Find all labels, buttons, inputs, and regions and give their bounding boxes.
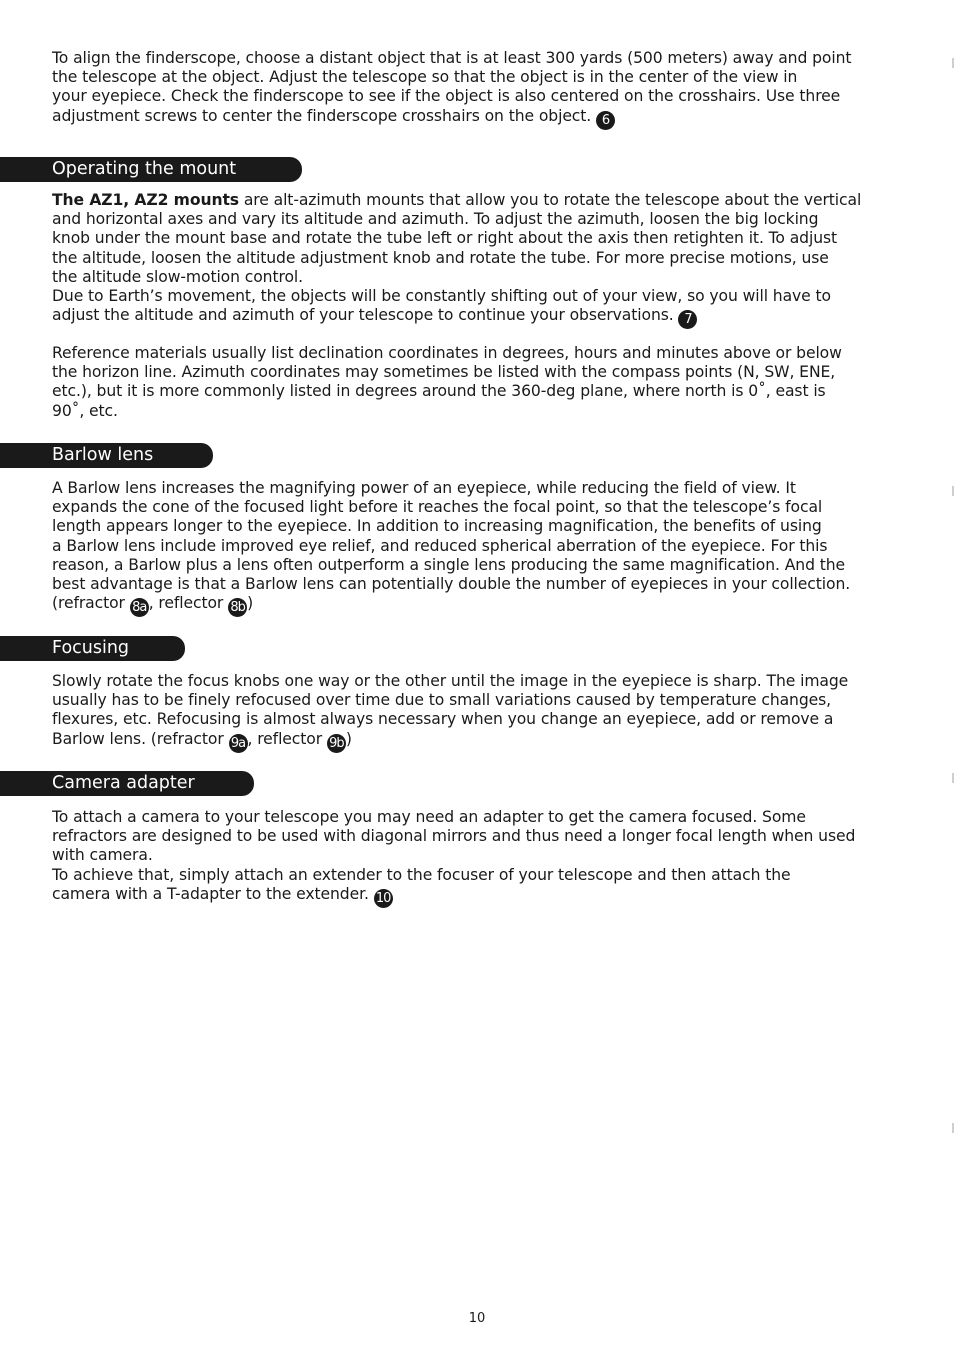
figure-ref-badge: 9b bbox=[327, 734, 346, 753]
figure-ref-badge: 8a bbox=[130, 598, 149, 617]
mount-paragraph bbox=[52, 191, 912, 329]
focusing-line-2: usually has to be finely refocused over time due to small variations caused by temperature changes, bbox=[52, 691, 832, 710]
barlow-line-3: length appears longer to the eyepiece. In addition to increasing magnification, the benefits of using bbox=[52, 517, 822, 536]
camera-line-4: To achieve that, simply attach an extender to the focuser of your telescope and then attach the bbox=[52, 865, 791, 884]
reference-line-4: 90˚, etc. bbox=[52, 401, 118, 420]
mount-line-5: the altitude slow-motion control. bbox=[52, 267, 303, 286]
mount-line-7-text: adjust the altitude and azimuth of your telescope to continue your observations. bbox=[52, 306, 674, 325]
focusing-line-1: Slowly rotate the focus knobs one way or the other until the image in the eyepiece is sharp. The image bbox=[52, 672, 849, 690]
intro-line-3: your eyepiece. Check the finderscope to see if the object is also centered on the crosshairs. Use three bbox=[52, 87, 841, 106]
focusing-paragraph bbox=[52, 672, 912, 753]
reference-line-3: etc.), but it is more commonly listed in degrees around the 360-deg plane, where north is 0˚, east is bbox=[52, 382, 826, 401]
barlow-line-1: A Barlow lens increases the magnifying power of an eyepiece, while reducing the field of view. It bbox=[52, 479, 796, 497]
camera-last-line: camera with a T-adapter to the extender. bbox=[52, 884, 369, 903]
figure-ref-badge: 10 bbox=[374, 889, 393, 908]
mount-line-1-rest: are alt-azimuth mounts that allow you to rotate the telescope about the vertical bbox=[238, 191, 862, 209]
barlow-paragraph bbox=[52, 479, 912, 617]
page-number: 10 bbox=[468, 1311, 486, 1326]
barlow-line-2: expands the cone of the focused light before it reaches the focal point, so that the telescope’s focal bbox=[52, 498, 823, 517]
figure-ref-badge: 8b bbox=[228, 598, 247, 617]
camera-line-2: refractors are designed to be used with diagonal mirrors and thus need a longer focal length when used bbox=[52, 827, 856, 846]
barlow-line-6: best advantage is that a Barlow lens can potentially double the number of eyepieces in your collection. bbox=[52, 575, 851, 594]
barlow-ref-open: (refractor bbox=[52, 594, 130, 613]
reference-paragraph bbox=[52, 344, 912, 421]
focusing-line-4 bbox=[52, 730, 912, 753]
intro-line-4 bbox=[52, 107, 912, 130]
section-heading-focusing: Focusing bbox=[0, 636, 185, 661]
camera-line-3: with camera. bbox=[52, 846, 153, 865]
mount-line-7 bbox=[52, 306, 912, 329]
figure-ref-badge: 6 bbox=[596, 111, 615, 130]
mount-line-2: and horizontal axes and vary its altitude and azimuth. To adjust the azimuth, loosen the big locking bbox=[52, 210, 819, 229]
focusing-line-3: flexures, etc. Refocusing is almost always necessary when you change an eyepiece, add or remove a bbox=[52, 710, 834, 729]
figure-ref-badge: 9a bbox=[229, 734, 248, 753]
mount-line-1 bbox=[52, 191, 912, 210]
camera-paragraph bbox=[52, 808, 912, 908]
mount-lead: The AZ1, AZ2 mounts bbox=[52, 191, 239, 209]
focusing-last-open: Barlow lens. (refractor bbox=[52, 729, 229, 748]
focusing-ref-close: ) bbox=[345, 729, 352, 748]
reference-line-2: the horizon line. Azimuth coordinates may sometimes be listed with the compass points (N, SW, ENE, bbox=[52, 363, 836, 382]
mount-line-6: Due to Earth’s movement, the objects will be constantly shifting out of your view, so you will have to bbox=[52, 287, 831, 306]
barlow-ref-close: ) bbox=[247, 594, 254, 613]
focusing-ref-mid: , reflector bbox=[247, 729, 327, 748]
section-heading-camera: Camera adapter bbox=[0, 771, 254, 796]
mount-line-4: the altitude, loosen the altitude adjustment knob and rotate the tube. For more precise motions, use bbox=[52, 248, 829, 267]
intro-paragraph bbox=[52, 49, 912, 130]
figure-ref-badge: 7 bbox=[678, 310, 697, 329]
camera-line-5 bbox=[52, 885, 912, 908]
intro-line-1: To align the finderscope, choose a distant object that is at least 300 yards (500 meters) away and point bbox=[52, 49, 852, 67]
section-heading-mount: Operating the mount bbox=[0, 157, 302, 182]
section-heading-barlow: Barlow lens bbox=[0, 443, 213, 468]
barlow-line-7 bbox=[52, 594, 912, 617]
barlow-line-4: a Barlow lens include improved eye relief, and reduced spherical aberration of the eyepiece. For this bbox=[52, 536, 828, 555]
camera-line-1: To attach a camera to your telescope you may need an adapter to get the camera focused. Some bbox=[52, 808, 806, 826]
barlow-line-5: reason, a Barlow plus a lens often outperform a single lens producing the same magnification. And the bbox=[52, 555, 846, 574]
barlow-ref-mid: , reflector bbox=[148, 594, 229, 613]
intro-line-4-text: adjustment screws to center the finderscope crosshairs on the object. bbox=[52, 106, 592, 125]
intro-line-2: the telescope at the object. Adjust the telescope so that the object is in the center of the view in bbox=[52, 68, 798, 87]
reference-line-1: Reference materials usually list declination coordinates in degrees, hours and minutes above or below bbox=[52, 344, 842, 362]
mount-line-3: knob under the mount base and rotate the tube left or right about the axis then retighten it. To adjust bbox=[52, 229, 838, 248]
